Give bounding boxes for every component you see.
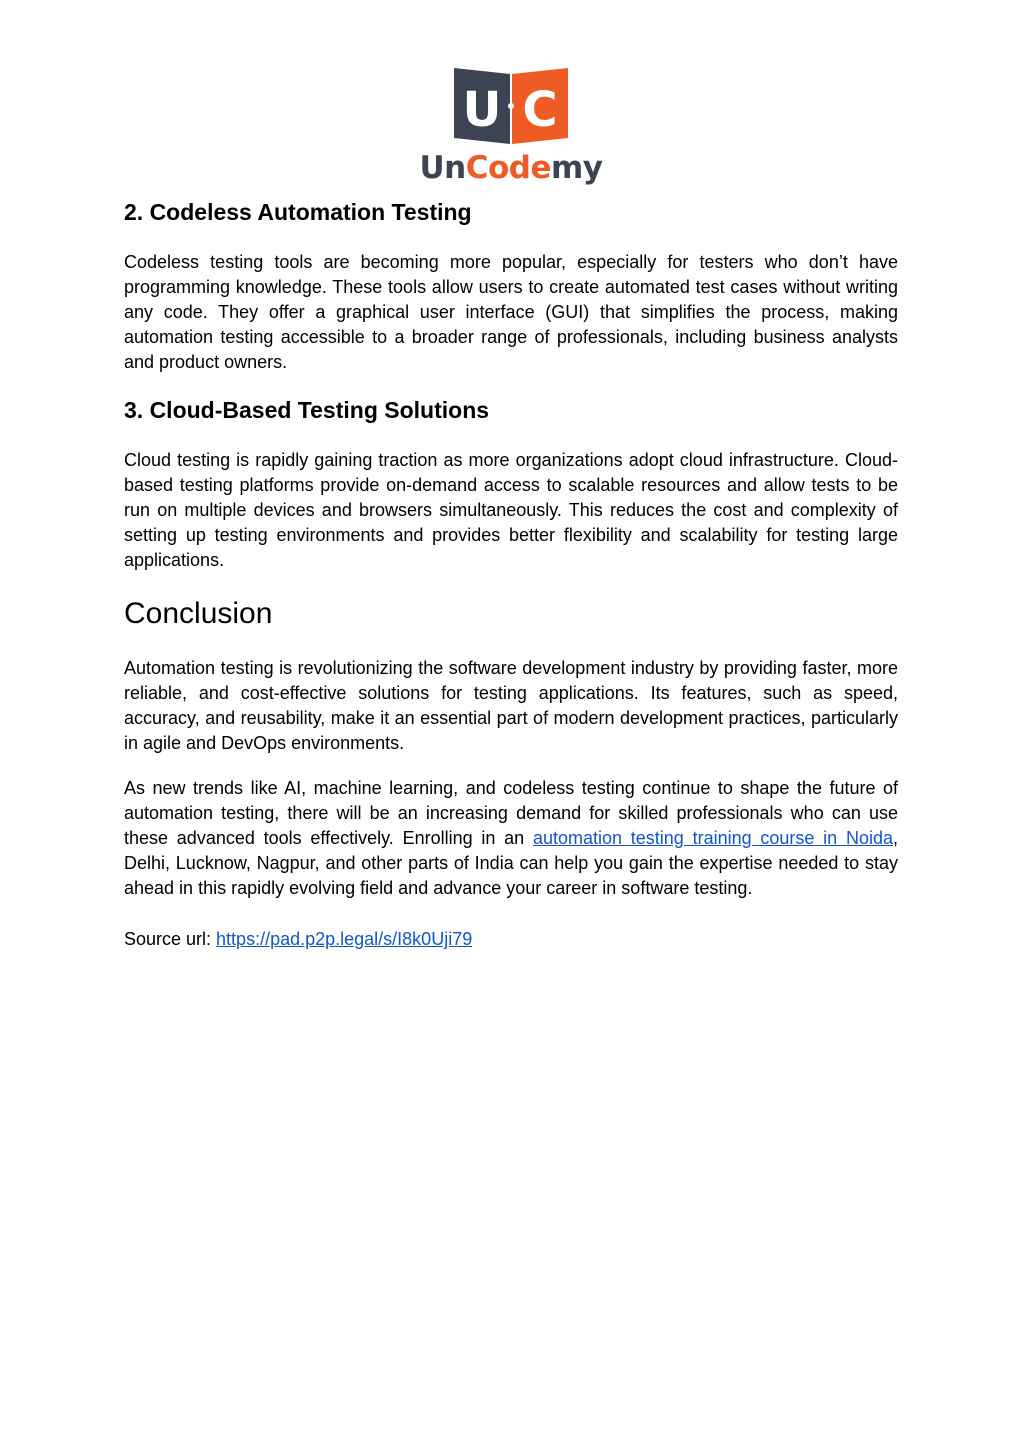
paragraph-conclusion-2-text-before: As new trends like AI, machine learning, and codeless testing continue to shape the future of automation testing, there will be an increasing demand for skilled professionals who can use these advanced tools effectively. Enrolling in an [124,778,898,848]
wordmark-my: my [551,150,603,186]
logo-letter-c: C [522,82,558,138]
paragraph-codeless-testing: Codeless testing tools are becoming more popular, especially for testers who don’t have programming knowledge. These tools allow users to create automated test cases without writing any code. They offer a graphical user interface (GUI) that simplifies the process, making automation testing accessible to a broader range of professionals, including business analysts and product owners. [124,252,898,372]
heading-cloud-testing: 3. Cloud-Based Testing Solutions [124,397,490,423]
source-url-link[interactable]: https://pad.p2p.legal/s/I8k0Uji79 [216,929,473,949]
paragraph-conclusion-2 [124,776,898,901]
heading-codeless-testing: 2. Codeless Automation Testing [124,199,472,225]
uc-emblem-icon [416,66,606,150]
logo-wordmark [416,150,606,186]
source-url-label: Source url: [124,929,217,949]
wordmark-un: Un [419,150,466,186]
uncodemy-logo [416,66,606,188]
paragraph-cloud-testing: Cloud testing is rapidly gaining traction as more organizations adopt cloud infrastructure. Cloud-based testing platforms provide on-demand access to scalable resources and allow tests to be run on multiple devices and browsers simultaneously. This reduces the cost and complexity of setting up testing environments and provides better flexibility and scalability for testing large applications. [124,450,898,570]
wordmark-code: Code [465,150,551,186]
paragraph-conclusion-1: Automation testing is revolutionizing the software development industry by providing faster, more reliable, and cost-effective solutions for testing applications. Its features, such as speed, accuracy, and reusability, make it an essential part of modern development practices, particularly in agile and DevOps environments. [124,658,898,753]
training-course-link[interactable]: automation testing training course in Noida [532,828,893,848]
paragraph-conclusion-2-text-after: , Delhi, Lucknow, Nagpur, and other parts of India can help you gain the expertise needed to stay ahead in this rapidly evolving field and advance your career in software testing. [124,828,899,898]
heading-conclusion: Conclusion [124,597,273,630]
logo-letter-u: U [462,82,502,138]
source-url-line [124,927,898,952]
